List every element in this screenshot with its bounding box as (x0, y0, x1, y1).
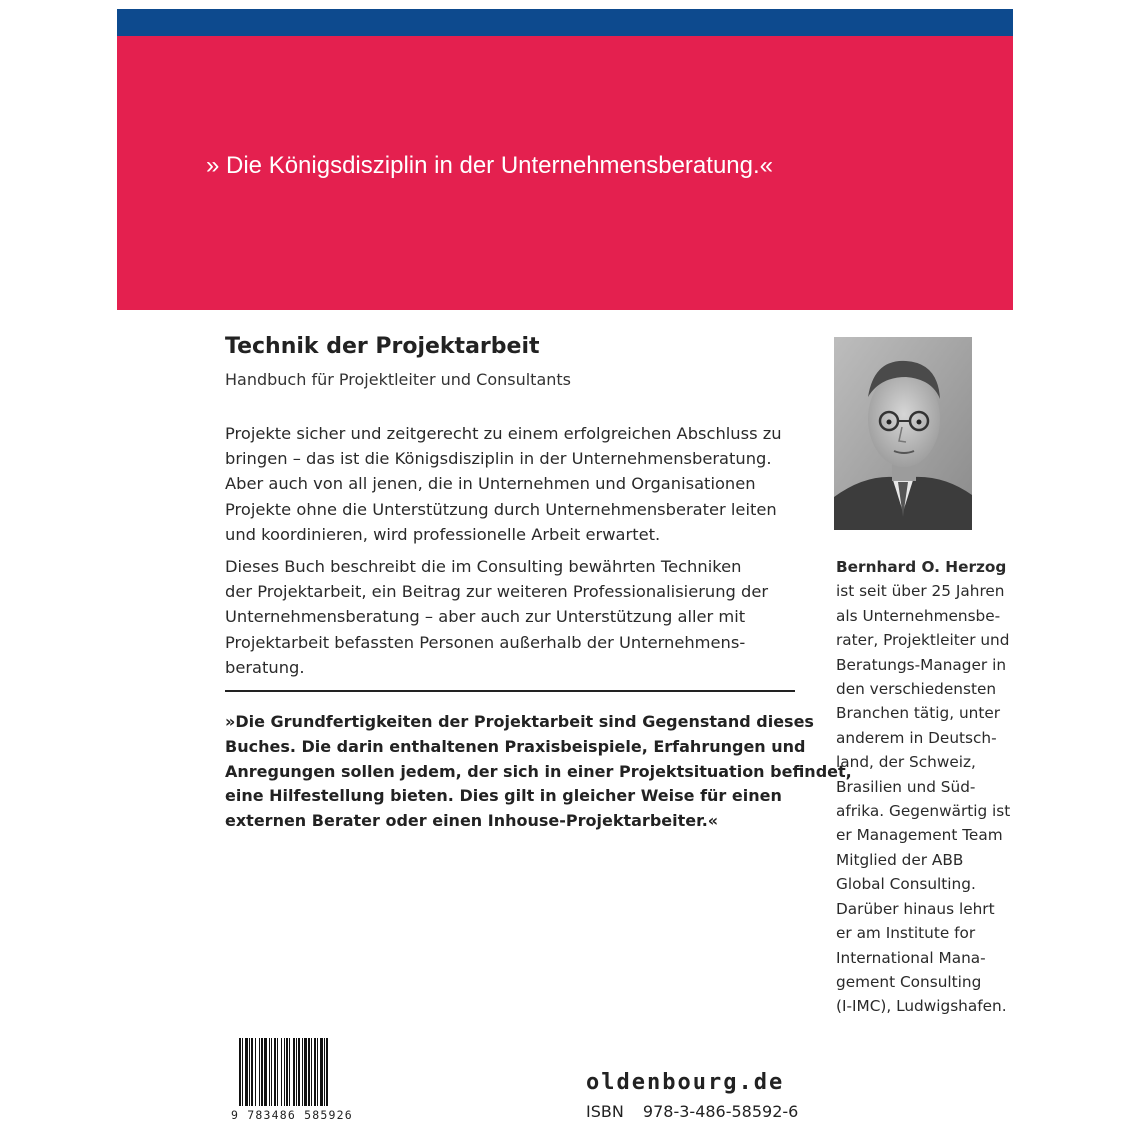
book-subtitle: Handbuch für Projektleiter und Consultants (225, 370, 571, 389)
bio-line: er Management Team (836, 826, 1003, 845)
quote-line: eine Hilfestellung bieten. Dies gilt in gleicher Weise für einen (225, 786, 782, 806)
barcode-bar (274, 1038, 276, 1106)
barcode-bar (271, 1038, 272, 1106)
isbn-label: ISBN (586, 1102, 624, 1121)
bio-line: ist seit über 25 Jahren (836, 582, 1005, 601)
quote-line: »Die Grundfertigkeiten der Projektarbeit sind Gegenstand dieses (225, 712, 814, 731)
bio-line: er am Institute for (836, 924, 976, 943)
quote-line: Buches. Die darin enthaltenen Praxisbeispiele, Erfahrungen und (225, 736, 806, 756)
isbn-number: 978-3-486-58592-6 (642, 1102, 799, 1121)
bio-line: den verschiedensten (836, 680, 997, 699)
bio-line: afrika. Gegenwärtig ist (836, 802, 1011, 821)
bio-line: gement Consulting (836, 972, 982, 991)
bio-line: (I-IMC), Ludwigshafen. (836, 997, 1007, 1016)
barcode-bar (324, 1038, 325, 1106)
bio-line: rater, Projektleiter und (836, 631, 1010, 650)
barcode-bar (320, 1038, 323, 1106)
barcode-digits: 9 783486 585926 (231, 1108, 353, 1122)
bio-line: Global Consulting. (836, 875, 976, 894)
barcode-bar (249, 1038, 250, 1106)
barcode-bar (302, 1038, 303, 1106)
text-line: bringen – das ist die Königsdisziplin in der Unternehmensberatung. (225, 449, 772, 469)
author-bio (836, 555, 1010, 1019)
barcode-bar (317, 1038, 318, 1106)
barcode-bar (269, 1038, 270, 1106)
text-line: Aber auch von all jenen, die in Unternehmen und Organisationen (225, 474, 756, 494)
text-line: Dieses Buch beschreibt die im Consulting bewährten Techniken (225, 557, 742, 576)
barcode-bar (277, 1038, 278, 1106)
author-name: Bernhard O. Herzog (836, 558, 1007, 576)
barcode-bar (281, 1038, 282, 1106)
text-line: Projekte ohne die Unterstützung durch Unternehmensberater leiten (225, 499, 777, 519)
publisher-website: oldenbourg.de (586, 1070, 785, 1095)
barcode-bar (242, 1038, 243, 1106)
quote-line: externen Berater oder einen Inhouse-Projektarbeiter.« (225, 811, 719, 831)
bio-line: land, der Schweiz, (836, 753, 976, 772)
bio-line: anderem in Deutsch- (836, 728, 997, 747)
tagline: » Die Königsdisziplin in der Unternehmensberatung.« (206, 152, 773, 179)
barcode-bar (251, 1038, 253, 1106)
barcode-bar (261, 1038, 263, 1106)
text-line: Projekte sicher und zeitgerecht zu einem erfolgreichen Abschluss zu (225, 424, 782, 443)
text-line: Unternehmensberatung – aber auch zur Unterstützung aller mit (225, 607, 746, 627)
book-title: Technik der Projektarbeit (225, 334, 540, 359)
barcode-bar (314, 1038, 316, 1106)
barcode-bar (293, 1038, 295, 1106)
barcode-bar (289, 1038, 290, 1106)
text-line: Projektarbeit befassten Personen außerhalb der Unternehmens- (225, 632, 746, 652)
text-line: beratung. (225, 657, 305, 677)
barcode-bar (286, 1038, 288, 1106)
bio-line: International Mana- (836, 948, 986, 967)
author-photo (834, 337, 972, 530)
quote-line: Anregungen sollen jedem, der sich in einer Projektsituation befindet, (225, 761, 852, 781)
barcode-bar (239, 1038, 241, 1106)
barcode-bar (296, 1038, 297, 1106)
text-line: und koordinieren, wird professionelle Arbeit erwartet. (225, 524, 661, 544)
bio-line: Branchen tätig, unter (836, 704, 1001, 723)
bio-line: Brasilien und Süd- (836, 777, 976, 796)
divider (225, 690, 795, 692)
description-paragraph-1 (225, 421, 782, 547)
barcode-bar (264, 1038, 267, 1106)
barcode-bar (245, 1038, 248, 1106)
bio-line: Mitglied der ABB (836, 850, 964, 869)
pull-quote (225, 710, 852, 834)
description-paragraph-2 (225, 554, 768, 680)
bio-line: als Unternehmensbe- (836, 606, 1001, 625)
barcode-bar (311, 1038, 312, 1106)
text-line: der Projektarbeit, ein Beitrag zur weiteren Professionalisierung der (225, 582, 769, 602)
barcode-bar (304, 1038, 307, 1106)
bio-line: Darüber hinaus lehrt (836, 899, 995, 918)
barcode-bar (284, 1038, 285, 1106)
barcode-bar (308, 1038, 310, 1106)
barcode-bar (259, 1038, 260, 1106)
barcode-bar (255, 1038, 256, 1106)
isbn-line (586, 1102, 798, 1121)
barcode-bar (298, 1038, 300, 1106)
bio-line: Beratungs-Manager in (836, 655, 1007, 674)
top-blue-bar (117, 9, 1013, 36)
barcode-bar (326, 1038, 328, 1106)
